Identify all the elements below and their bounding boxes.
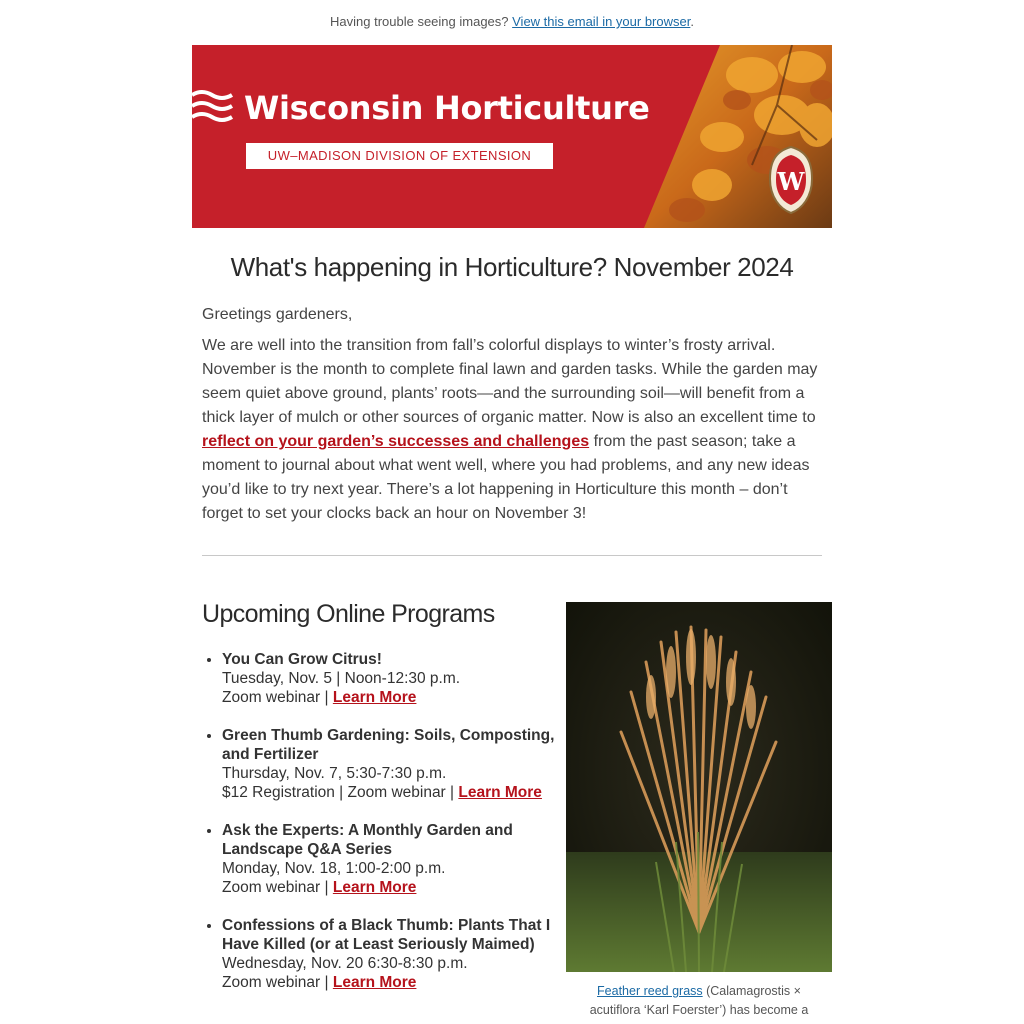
header-banner bbox=[192, 45, 832, 228]
reflect-successes-link[interactable]: reflect on your garden’s successes and challenges bbox=[202, 433, 590, 450]
program-details bbox=[222, 878, 578, 897]
intro-text-before: We are well into the transition from fall’s colorful displays to winter’s frosty arrival. November is the month to complete final lawn and garden tasks. While the garden may seem quiet above ground, plants’ roots—and the surrounding soil—will benefit from a thick layer of mulch or other sources of organic matter. Now is also an excellent time to bbox=[202, 337, 818, 426]
program-title: • You Can Grow Citrus! bbox=[222, 651, 382, 668]
program-details-text: Zoom webinar | bbox=[222, 689, 333, 706]
greeting: Greetings gardeners, bbox=[202, 306, 353, 323]
program-details bbox=[222, 688, 578, 707]
program-date: Tuesday, Nov. 5 | Noon-12:30 p.m. bbox=[222, 670, 461, 687]
intro-paragraph bbox=[202, 334, 824, 526]
programs-list bbox=[202, 650, 578, 1011]
program-date: Monday, Nov. 18, 1:00-2:00 p.m. bbox=[222, 860, 446, 877]
program-item bbox=[222, 650, 578, 707]
program-details-text: Zoom webinar | bbox=[222, 974, 333, 991]
program-details-text: Zoom webinar | bbox=[222, 879, 333, 896]
program-date: Wednesday, Nov. 20 6:30-8:30 p.m. bbox=[222, 955, 468, 972]
photo-caption bbox=[572, 982, 826, 1020]
intro-text-after: from the past season; take a moment to journal about what went well, where you had problems, and any new ideas you’d like to try next year. There’s a lot happening in Horticulture this month – don’t forget to set your clocks back an hour on November 3! bbox=[202, 433, 810, 522]
uw-crest-icon bbox=[768, 145, 814, 215]
program-details-text: $12 Registration | Zoom webinar | bbox=[222, 784, 459, 801]
programs-heading: Upcoming Online Programs bbox=[202, 600, 495, 628]
learn-more-link[interactable]: Learn More bbox=[332, 974, 417, 991]
autumn-leaves-image bbox=[192, 45, 832, 228]
preheader-suffix: . bbox=[690, 14, 694, 29]
division-label: UW–MADISON DIVISION OF EXTENSION bbox=[246, 143, 553, 169]
preheader-text: Having trouble seeing images? bbox=[330, 14, 513, 29]
program-item bbox=[222, 916, 578, 992]
program-details bbox=[222, 783, 578, 802]
brand-title: Wisconsin Horticulture bbox=[244, 89, 650, 127]
program-date: Thursday, Nov. 7, 5:30-7:30 p.m. bbox=[222, 765, 447, 782]
view-in-browser-link[interactable]: View this email in your browser bbox=[512, 14, 691, 29]
crest-letter: W bbox=[777, 167, 805, 196]
caption-text: (Calamagrostis × acutiflora ‘Karl Foerster’) has become a bbox=[589, 984, 809, 1017]
waves-logo-icon bbox=[192, 89, 236, 129]
feather-reed-grass-photo bbox=[566, 602, 832, 972]
newsletter-headline: What's happening in Horticulture? November 2024 bbox=[230, 252, 794, 282]
section-divider bbox=[202, 555, 822, 556]
preheader bbox=[0, 14, 1024, 29]
grass-illustration bbox=[566, 602, 832, 972]
learn-more-link[interactable]: Learn More bbox=[332, 689, 417, 706]
program-title: • Confessions of a Black Thumb: Plants That I Have Killed (or at Least Seriously Maimed) bbox=[222, 917, 551, 953]
learn-more-link[interactable]: Learn More bbox=[332, 879, 417, 896]
program-item bbox=[222, 821, 578, 897]
program-title: • Ask the Experts: A Monthly Garden and Landscape Q&A Series bbox=[222, 822, 513, 858]
program-details bbox=[222, 973, 578, 992]
learn-more-link[interactable]: Learn More bbox=[458, 784, 542, 801]
program-title: • Green Thumb Gardening: Soils, Composting, and Fertilizer bbox=[222, 727, 555, 763]
program-item bbox=[222, 726, 578, 802]
feather-reed-grass-link[interactable]: Feather reed grass bbox=[597, 984, 703, 998]
